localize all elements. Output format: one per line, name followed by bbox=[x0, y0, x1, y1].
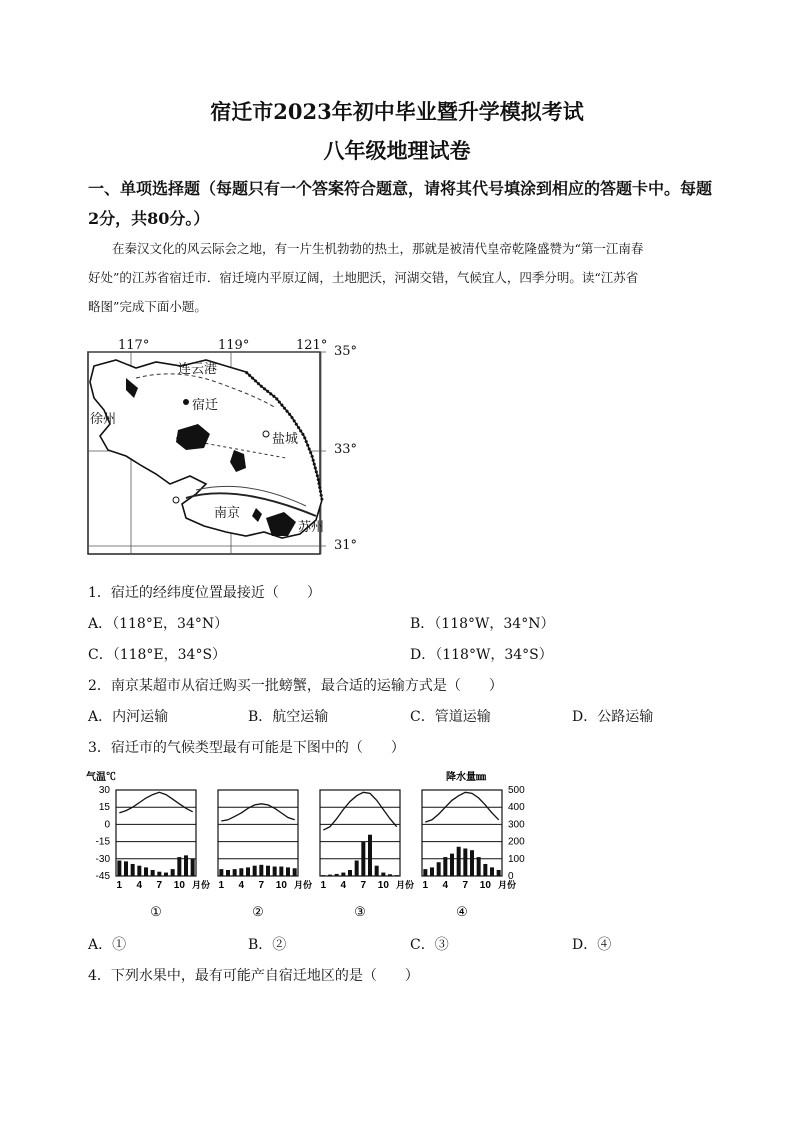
precip-bar bbox=[355, 861, 359, 876]
precip-tick-label: 300 bbox=[508, 819, 525, 831]
lon-label-121: 121° bbox=[296, 338, 328, 353]
q2-option-c[interactable]: C．管道运输 bbox=[410, 709, 491, 725]
precip-bar bbox=[477, 857, 481, 876]
month-unit-label: 月份 bbox=[498, 880, 517, 890]
month-tick-label: 4 bbox=[136, 880, 143, 891]
q1-option-a[interactable]: A．（118°E，34°N） bbox=[88, 616, 229, 632]
precip-bar bbox=[131, 864, 135, 876]
q1-option-b[interactable]: B．（118°W，34°N） bbox=[410, 616, 555, 632]
city-xuzhou: 徐州 bbox=[90, 412, 117, 427]
precip-axis-label: 降水量㎜ bbox=[446, 772, 486, 783]
precip-bar bbox=[395, 875, 399, 876]
q2-option-b[interactable]: B．航空运输 bbox=[248, 709, 329, 725]
precip-bar bbox=[151, 870, 155, 876]
month-tick-label: 4 bbox=[340, 880, 347, 891]
q1-option-c[interactable]: C．（118°E，34°S） bbox=[88, 647, 227, 663]
precip-bar bbox=[450, 854, 454, 876]
precip-bar bbox=[490, 867, 494, 876]
lon-label-117: 117° bbox=[118, 338, 150, 353]
passage-line-1: 在秦汉文化的风云际会之地，有一片生机勃勃的热土，那就是被清代皇帝乾隆盛赞为“第一江南春 bbox=[112, 241, 644, 256]
precip-tick-label: 0 bbox=[508, 871, 514, 882]
temp-tick-label: -45 bbox=[95, 871, 110, 882]
precip-bar bbox=[191, 859, 195, 876]
precip-bar bbox=[253, 866, 257, 876]
precip-bar bbox=[375, 866, 379, 876]
month-tick-label: 10 bbox=[479, 880, 491, 891]
chart-number-label: ① bbox=[150, 904, 162, 918]
temp-tick-label: 30 bbox=[98, 785, 110, 796]
question-1-stem: 1．宿迁的经纬度位置最接近（ ） bbox=[88, 585, 321, 601]
precip-tick-label: 100 bbox=[508, 853, 525, 865]
chart-number-label: ③ bbox=[354, 904, 366, 918]
month-tick-label: 1 bbox=[116, 880, 123, 891]
exam-subtitle: 八年级地理试卷 bbox=[323, 138, 471, 163]
month-tick-label: 1 bbox=[218, 880, 225, 891]
city-lianyungang: 连云港 bbox=[178, 362, 218, 377]
chart-number-label: ④ bbox=[456, 904, 468, 918]
precip-bar bbox=[246, 867, 250, 876]
chart-number-label: ② bbox=[252, 904, 264, 918]
q2-option-a[interactable]: A．内河运输 bbox=[88, 709, 169, 725]
lat-label-35: 35° bbox=[334, 344, 358, 359]
city-nanjing: 南京 bbox=[214, 506, 241, 521]
precip-bar bbox=[226, 870, 230, 876]
passage-line-2: 好处”的江苏省宿迁市．宿迁境内平原辽阔，土地肥沃，河湖交错，气候宜人，四季分明。读“江苏省 bbox=[88, 270, 639, 285]
chart-frame bbox=[218, 790, 298, 876]
lon-label-119: 119° bbox=[218, 338, 250, 353]
temp-tick-label: 15 bbox=[98, 802, 110, 814]
precip-bar bbox=[457, 847, 461, 876]
lat-label-33: 33° bbox=[334, 442, 358, 457]
month-tick-label: 4 bbox=[238, 880, 245, 891]
q2-option-d[interactable]: D．公路运输 bbox=[572, 709, 654, 725]
passage-line-3: 略图”完成下面小题。 bbox=[88, 299, 207, 314]
precip-bar bbox=[437, 862, 441, 876]
temperature-line bbox=[221, 804, 294, 821]
month-tick-label: 1 bbox=[320, 880, 327, 891]
month-tick-label: 10 bbox=[173, 880, 185, 891]
precip-bar bbox=[463, 848, 467, 876]
temp-axis-label: 气温℃ bbox=[86, 772, 116, 783]
precip-bar bbox=[321, 875, 325, 876]
temperature-line bbox=[119, 792, 192, 813]
precip-bar bbox=[341, 873, 345, 876]
q3-option-c[interactable]: C．③ bbox=[410, 937, 449, 953]
precip-bar bbox=[144, 867, 148, 876]
precip-bar bbox=[430, 867, 434, 876]
month-unit-label: 月份 bbox=[396, 880, 415, 890]
month-tick-label: 4 bbox=[442, 880, 449, 891]
precip-bar bbox=[157, 872, 161, 876]
q3-option-d[interactable]: D．④ bbox=[572, 937, 612, 953]
precip-bar bbox=[388, 874, 392, 876]
precip-bar bbox=[233, 869, 237, 876]
precip-bar bbox=[348, 870, 352, 876]
temp-tick-label: -30 bbox=[95, 853, 110, 865]
precip-tick-label: 500 bbox=[508, 785, 525, 796]
precip-bar bbox=[423, 869, 427, 876]
precip-bar bbox=[171, 869, 175, 876]
reading-passage bbox=[88, 234, 708, 321]
exam-title: 宿迁市2023年初中毕业暨升学模拟考试 bbox=[210, 99, 584, 124]
climate-charts-figure bbox=[86, 768, 526, 918]
precip-bar bbox=[184, 855, 188, 876]
precip-bar bbox=[443, 857, 447, 876]
month-tick-label: 7 bbox=[156, 880, 163, 891]
temp-tick-label: 0 bbox=[104, 819, 110, 831]
section-heading-line2: 2分，共80分。） bbox=[88, 209, 210, 228]
climate-charts-svg bbox=[86, 768, 526, 918]
month-tick-label: 7 bbox=[462, 880, 469, 891]
precip-bar bbox=[239, 868, 243, 876]
precip-bar bbox=[177, 857, 181, 876]
question-2-stem: 2．南京某超市从宿迁购买一批螃蟹，最合适的运输方式是（ ） bbox=[88, 678, 503, 694]
precip-bar bbox=[497, 870, 501, 876]
section-heading-line1: 一、单项选择题（每题只有一个答案符合题意，请将其代号填涂到相应的答题卡中。每题 bbox=[88, 179, 713, 198]
question-4-stem: 4．下列水果中，最有可能产自宿迁地区的是（ ） bbox=[88, 968, 419, 984]
city-yancheng: 盐城 bbox=[272, 432, 299, 447]
question-3-stem: 3．宿迁市的气候类型最有可能是下图中的（ ） bbox=[88, 740, 405, 756]
month-tick-label: 10 bbox=[275, 880, 287, 891]
month-tick-label: 7 bbox=[360, 880, 367, 891]
precip-bar bbox=[219, 869, 223, 876]
month-tick-label: 10 bbox=[377, 880, 389, 891]
precip-bar bbox=[124, 861, 128, 876]
chart-frame bbox=[422, 790, 502, 876]
precip-bar bbox=[470, 850, 474, 876]
precip-bar bbox=[361, 842, 365, 876]
month-unit-label: 月份 bbox=[294, 880, 313, 890]
q3-option-b[interactable]: B．② bbox=[248, 937, 287, 953]
city-suqian: 宿迁 bbox=[192, 398, 219, 413]
month-unit-label: 月份 bbox=[192, 880, 211, 890]
precip-tick-label: 400 bbox=[508, 802, 525, 814]
precip-bar bbox=[328, 875, 332, 876]
precip-bar bbox=[259, 865, 263, 876]
precip-bar bbox=[279, 867, 283, 876]
precip-bar bbox=[266, 866, 270, 876]
precip-bar bbox=[117, 861, 121, 876]
city-suzhou: 苏州 bbox=[298, 520, 325, 535]
precip-bar bbox=[293, 868, 297, 876]
month-tick-label: 7 bbox=[258, 880, 265, 891]
chart-frame bbox=[320, 790, 400, 876]
precip-bar bbox=[335, 874, 339, 876]
precip-bar bbox=[368, 835, 372, 876]
precip-tick-label: 200 bbox=[508, 836, 525, 848]
precip-bar bbox=[273, 867, 277, 876]
precip-bar bbox=[286, 867, 290, 876]
precip-bar bbox=[164, 873, 168, 876]
jiangsu-map bbox=[86, 338, 376, 558]
lat-label-31: 31° bbox=[334, 538, 358, 553]
temp-tick-label: -15 bbox=[95, 836, 110, 848]
q3-option-a[interactable]: A．① bbox=[88, 937, 127, 953]
precip-bar bbox=[137, 866, 141, 876]
q1-option-d[interactable]: D．（118°W，34°S） bbox=[410, 647, 553, 663]
precip-bar bbox=[483, 864, 487, 876]
precip-bar bbox=[381, 873, 385, 876]
month-tick-label: 1 bbox=[422, 880, 429, 891]
